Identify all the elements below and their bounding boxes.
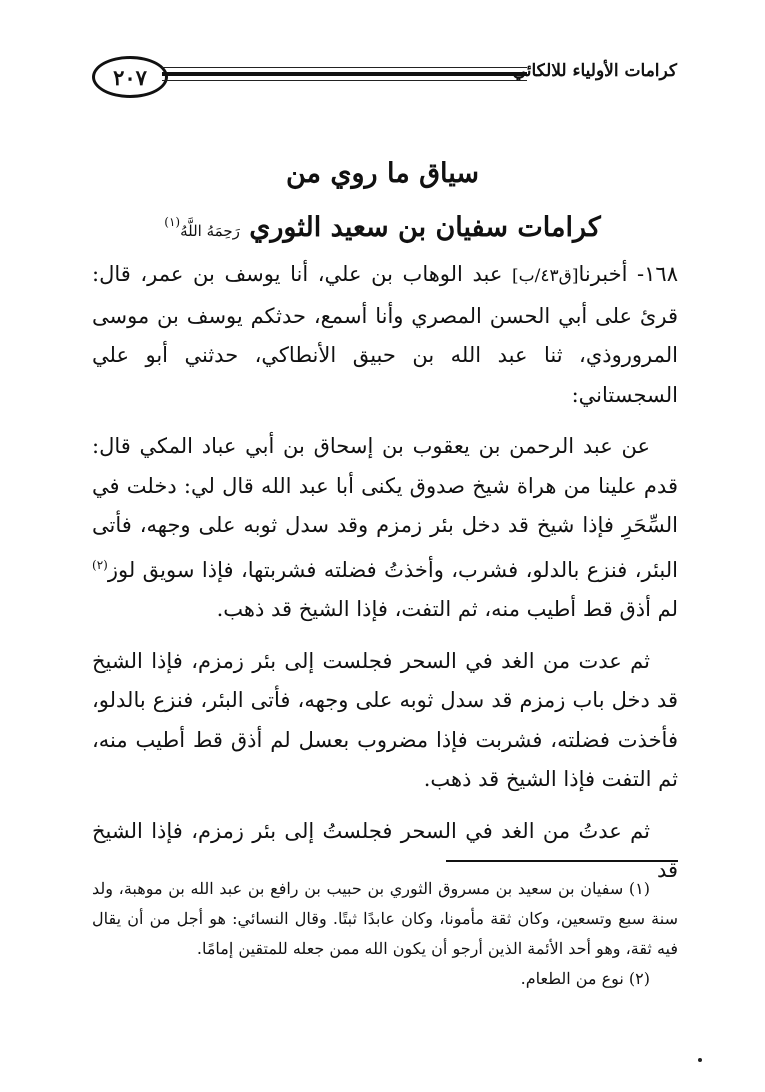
chapter-title <box>100 150 665 255</box>
chapter-title-line-1: سياق ما روي من <box>285 158 480 189</box>
chapter-title-line-2 <box>100 198 665 255</box>
running-header <box>92 56 677 98</box>
footnote-2: (٢) نوع من الطعام. <box>520 969 650 988</box>
footnote-1: (١) سفيان بن سعيد بن مسروق الثوري بن حبيب بن رافع بن عبد الله بن موهبة، ولد سنة سبع وتسعين، وكان ثقة مأمونا، وكان عابدًا ثبتًا. وقال النسائي: هو أجل من أن يقال فيه ثقة، وهو أحد الأئمة الذين أرجو أن يكون الله ممن جعله للمتقين إمامًا. <box>92 879 678 958</box>
footnote-ref-1: (١) <box>164 215 181 229</box>
page-number: ٢٠٧ <box>92 56 168 98</box>
header-rule-thin-bottom <box>162 80 527 81</box>
narration-number: ١٦٨- أخبرنا <box>578 262 678 286</box>
paragraph-1-text: عبد الوهاب بن علي، أنا يوسف بن عمر، قال: قرئ على أبي الحسن المصري وأنا أسمع، حدثكم يوسف بن موسى المروروذي، ثنا عبد الله بن حبيق الأنطاكي، حدثني أبو علي السجستاني: <box>92 262 678 407</box>
chapter-title-text: كرامات سفيان بن سعيد الثوري <box>249 212 601 243</box>
paragraph-3: ثم عدت من الغد في السحر فجلست إلى بئر زمزم، فإذا الشيخ قد دخل باب زمزم قد سدل ثوبه على وجهه، فأتى البئر، فنزع بالدلو، فأخذت فضلته، فشربت فإذا مضروب بعسل لم أذق قط أطيب منه، ثم التفت فإذا الشيخ قد ذهب. <box>92 648 678 791</box>
manuscript-reference: [ق٤٣/ب] <box>511 266 579 286</box>
header-rule-thick <box>162 72 527 76</box>
header-rule-thin-top <box>162 67 527 68</box>
paragraph-1 <box>92 255 678 415</box>
paragraph-2 <box>92 427 678 630</box>
main-text <box>92 255 678 903</box>
footnote-separator <box>446 860 678 862</box>
paragraph-2-text-b: لم أذق قط أطيب منه، ثم التفت، فإذا الشيخ قد ذهب. <box>216 597 678 621</box>
page-mark-dot <box>698 1058 702 1062</box>
paragraph-2-text-a: عن عبد الرحمن بن يعقوب بن إسحاق بن أبي عباد المكي قال: قدم علينا من هراة شيخ صدوق يكنى أبا عبد الله قال لي: دخلت في السِّحَرِ فإذا شيخ قد دخل بئر زمزم وقد سدل ثوبه على وجهه، فأتى البئر، فنزع بالدلو، فشرب، وأخذتُ فضلته فشربتها، فإذا سويق لوز <box>92 434 678 582</box>
book-title: كرامات الأولياء للالكائي <box>512 61 677 81</box>
paragraph-4: ثم عدتُ من الغد في السحر فجلستُ إلى بئر زمزم، فإذا الشيخ قد <box>92 818 678 882</box>
footnotes <box>92 874 678 994</box>
honorific-phrase: رَحِمَهُ اللَّهُ <box>180 222 240 240</box>
footnote-ref-2: (٢) <box>92 557 108 572</box>
